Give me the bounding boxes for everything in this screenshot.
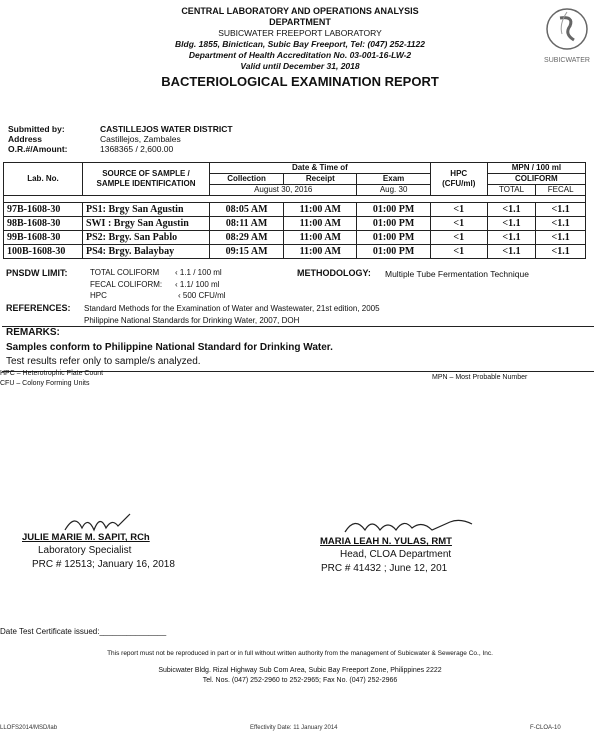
right-signatory-prc: PRC # 41432 ; June 12, 201 <box>321 563 448 574</box>
cell-receipt: 11:00 AM <box>284 245 357 259</box>
cell-hpc: <1 <box>430 231 487 245</box>
col-receipt: Receipt <box>284 174 357 185</box>
cell-total: <1.1 <box>487 231 536 245</box>
reference-1: Standard Methods for the Examination of Water and Wastewater, 21st edition, 2005 <box>84 304 380 313</box>
footer-tel: Tel. Nos. (047) 252-2960 to 252-2965; Fax No. (047) 252-2966 <box>202 677 398 684</box>
cell-exam: 01:00 PM <box>357 217 430 231</box>
remarks-line-2: Test results refer only to sample/s analyzed. <box>6 356 201 367</box>
cell-lab: 98B-1608-30 <box>4 217 83 231</box>
cell-hpc: <1 <box>430 217 487 231</box>
cell-source: PS4: Brgy. Balaybay <box>83 245 210 259</box>
results-table <box>3 162 586 259</box>
cell-receipt: 11:00 AM <box>284 203 357 217</box>
report-title: BACTERIOLOGICAL EXAMINATION REPORT <box>161 74 439 89</box>
left-signatory-title: Laboratory Specialist <box>38 545 132 556</box>
cell-receipt: 11:00 AM <box>284 217 357 231</box>
cell-lab: 97B-1608-30 <box>4 203 83 217</box>
abbrev-mpn: MPN – Most Probable Number <box>432 374 528 381</box>
dept-name: DEPARTMENT <box>269 17 331 27</box>
cell-total: <1.1 <box>487 203 536 217</box>
cell-exam: 01:00 PM <box>357 203 430 217</box>
cell-exam: 01:00 PM <box>357 245 430 259</box>
cell-receipt: 11:00 AM <box>284 231 357 245</box>
or-value: 1368365 / 2,600.00 <box>100 144 174 154</box>
pnsdw-hpc-value: ‹ 500 CFU/ml <box>178 291 226 300</box>
cell-fecal: <1.1 <box>536 203 586 217</box>
col-exam-date: Aug. 30 <box>357 185 430 196</box>
footer-address: Subicwater Bldg. Rizal Highway Sub Com Area, Subic Bay Freeport Zone, Philippines 2222 <box>158 667 442 674</box>
submitted-by-label: Submitted by: <box>8 124 65 134</box>
cell-fecal: <1.1 <box>536 231 586 245</box>
col-lab-no: Lab. No. <box>4 163 83 196</box>
cell-total: <1.1 <box>487 245 536 259</box>
col-source: SOURCE OF SAMPLE / SAMPLE IDENTIFICATION <box>83 163 210 196</box>
cell-collection: 08:29 AM <box>210 231 284 245</box>
pnsdw-total-label: TOTAL COLIFORM <box>90 268 160 277</box>
table-row <box>4 217 586 231</box>
left-signatory-name: JULIE MARIE M. SAPIT, RCh <box>22 532 150 543</box>
left-signatory-prc: PRC # 12513; January 16, 2018 <box>32 559 175 570</box>
effectivity-date: Effectivity Date: 11 January 2014 <box>250 725 338 731</box>
cell-collection: 08:11 AM <box>210 217 284 231</box>
org-name: CENTRAL LABORATORY AND OPERATIONS ANALYSIS <box>181 6 419 16</box>
table-row <box>4 203 586 217</box>
col-fecal: FECAL <box>536 185 586 196</box>
pnsdw-fecal-value: ‹ 1.1/ 100 ml <box>175 280 220 289</box>
pnsdw-label: PNSDW LIMIT: <box>6 268 68 278</box>
col-mpn: MPN / 100 ml <box>487 163 585 174</box>
cell-hpc: <1 <box>430 245 487 259</box>
lab-name: SUBICWATER FREEPORT LABORATORY <box>218 28 382 38</box>
accreditation: Department of Health Accreditation No. 03-001-16-LW-2 <box>188 50 412 60</box>
remarks-line-1: Samples conform to Philippine National Standard for Drinking Water. <box>6 342 333 353</box>
logo-text: SUBICWATER <box>544 57 590 64</box>
col-total: TOTAL <box>487 185 536 196</box>
or-label: O.R.#/Amount: <box>8 144 68 154</box>
abbrev-cfu: CFU – Colony Forming Units <box>0 380 90 387</box>
pnsdw-total-value: ‹ 1.1 / 100 ml <box>175 268 222 277</box>
abbrev-hpc: HPC – Heterotrophic Plate Count <box>0 370 104 377</box>
address-value: Castillejos, Zambales <box>100 134 181 144</box>
right-signatory-title: Head, CLOA Department <box>340 549 452 560</box>
water-drop-icon <box>540 4 594 54</box>
cell-hpc: <1 <box>430 203 487 217</box>
col-datetime: Date & Time of <box>210 163 431 174</box>
table-row <box>4 245 586 259</box>
pnsdw-fecal-label: FECAL COLIFORM: <box>90 280 163 289</box>
subicwater-logo <box>540 4 594 66</box>
date-issued: Date Test Certificate issued:_______________ <box>0 627 167 636</box>
submitted-by-value: CASTILLEJOS WATER DISTRICT <box>100 124 233 134</box>
pnsdw-hpc-label: HPC <box>90 291 107 300</box>
methodology-value: Multiple Tube Fermentation Technique <box>385 269 529 279</box>
cell-fecal: <1.1 <box>536 245 586 259</box>
valid-until: Valid until December 31, 2018 <box>240 61 360 71</box>
references-label: REFERENCES: <box>6 303 71 313</box>
cell-fecal: <1.1 <box>536 217 586 231</box>
right-signatory-name: MARIA LEAH N. YULAS, RMT <box>320 536 452 547</box>
lab-address: Bldg. 1855, Binictican, Subic Bay Freeport, Tel: (047) 252-1122 <box>175 39 425 49</box>
col-coliform: COLIFORM <box>487 174 585 185</box>
cell-total: <1.1 <box>487 217 536 231</box>
reproduction-notice: This report must not be reproduced in part or in full without written authority from the management of Subicwater & Sewerage Co., Inc. <box>107 650 493 657</box>
form-code: LLOFS2014/MSD/lab <box>0 725 58 731</box>
remarks-label: REMARKS: <box>6 327 60 338</box>
col-hpc: HPC (CFU/ml) <box>430 163 487 196</box>
cell-lab: 99B-1608-30 <box>4 231 83 245</box>
col-collection: Collection <box>210 174 284 185</box>
cell-exam: 01:00 PM <box>357 231 430 245</box>
page-code: F-CLOA-10 <box>530 725 561 731</box>
cell-source: PS2: Brgy. San Pablo <box>83 231 210 245</box>
cell-collection: 09:15 AM <box>210 245 284 259</box>
cell-source: PS1: Brgy San Agustin <box>83 203 210 217</box>
reference-2: Philippine National Standards for Drinking Water, 2007, DOH <box>84 316 300 325</box>
cell-source: SWI : Brgy San Agustin <box>83 217 210 231</box>
table-row <box>4 231 586 245</box>
cell-lab: 100B-1608-30 <box>4 245 83 259</box>
address-label: Address <box>8 134 43 144</box>
col-date: August 30, 2016 <box>210 185 357 196</box>
methodology-label: METHODOLOGY: <box>297 268 371 278</box>
cell-collection: 08:05 AM <box>210 203 284 217</box>
col-exam: Exam <box>357 174 430 185</box>
